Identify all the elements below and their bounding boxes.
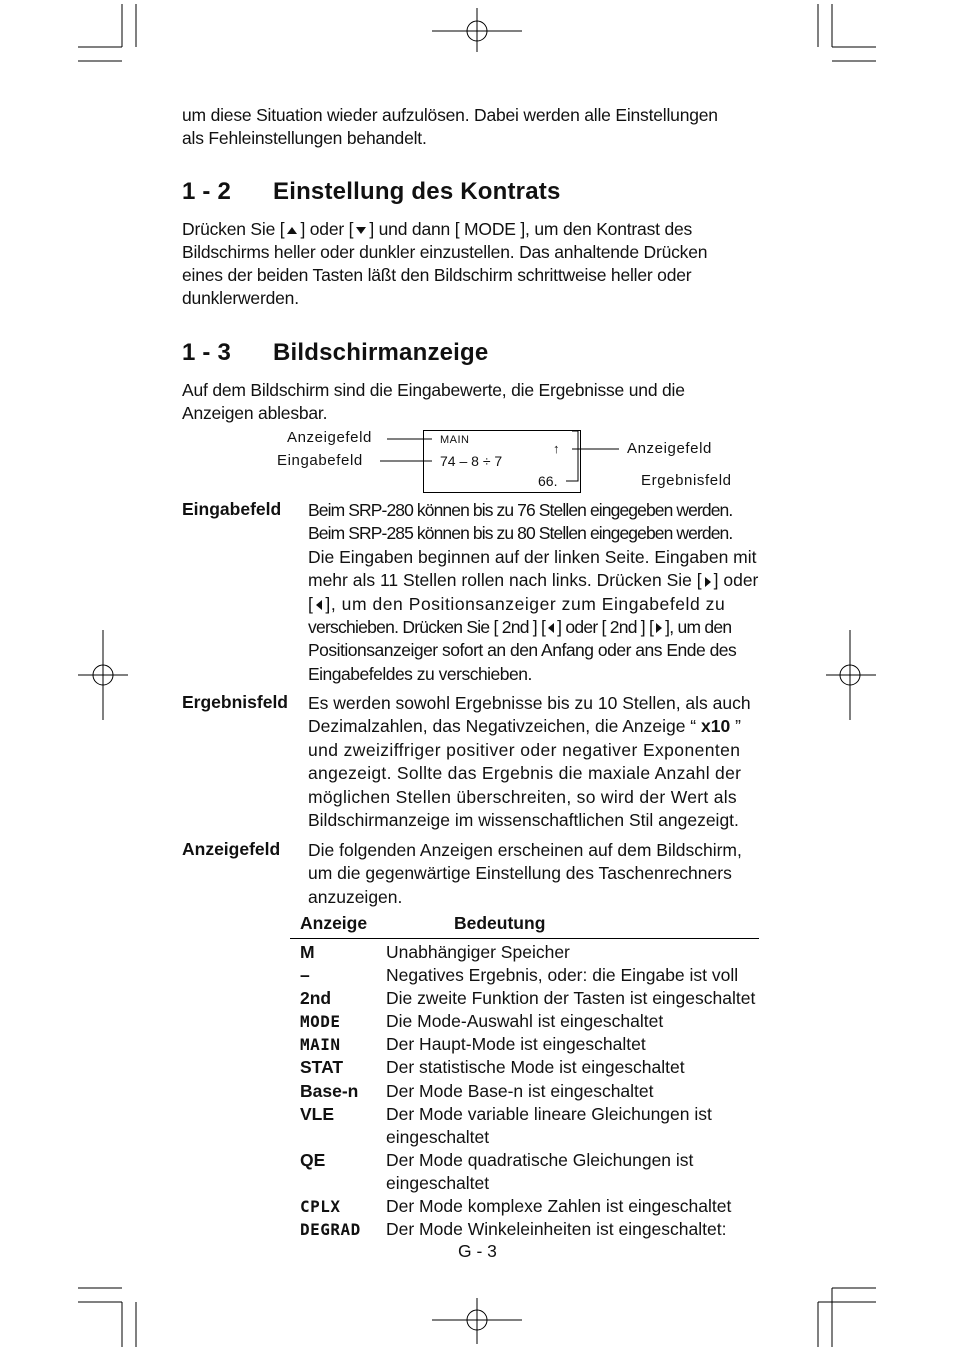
arrow-left-icon	[548, 623, 554, 633]
indicator-meaning: Der Haupt-Mode ist eingeschaltet	[386, 1034, 646, 1055]
section-heading-1-3	[182, 339, 488, 367]
text: x10	[701, 716, 731, 737]
text: dunklerwerden.	[182, 288, 299, 308]
arrow-up-icon	[287, 227, 297, 234]
indicator-key: VLE	[300, 1103, 335, 1124]
arrow-right-icon	[705, 577, 711, 587]
table-header-rule	[290, 938, 759, 939]
table-row	[290, 1056, 770, 1079]
screen-mode-indicator: MAIN	[440, 434, 470, 446]
text: ], um den Positionsanzeiger zum Eingabefeld zu	[325, 593, 726, 614]
indicator-meaning: Der Mode Winkeleinheiten ist eingeschaltet:	[386, 1219, 727, 1240]
text: Beim SRP-280 können bis zu 76 Stellen eingegeben werden.	[308, 500, 733, 520]
label-ergebnisfeld: Ergebnisfeld	[641, 472, 732, 489]
indicator-key: M	[300, 942, 315, 962]
text: Auf dem Bildschirm sind die Eingabewerte, die Ergebnisse und die	[182, 380, 685, 400]
indicator-meaning: Der Mode Base-n ist eingeschaltet	[386, 1080, 654, 1101]
intro-line: als Fehleinstellungen behandelt.	[182, 128, 427, 148]
definition-eingabefeld	[308, 499, 772, 686]
arrow-left-icon	[316, 600, 322, 610]
text: eines der beiden Tasten läßt den Bildschirm schrittweise heller oder	[182, 265, 692, 285]
indicator-key: STAT	[300, 1057, 344, 1078]
cursor-up-icon: ↑	[553, 441, 560, 456]
arrow-right-icon	[656, 623, 662, 633]
table-row	[290, 1103, 770, 1149]
indicator-key: Base-n	[300, 1080, 359, 1101]
indicator-meaning: Die zweite Funktion der Tasten ist eingeschaltet	[386, 988, 756, 1009]
text: angezeigt. Sollte das Ergebnis die maxiale Anzahl der	[308, 763, 742, 784]
indicator-key: 2nd	[300, 988, 332, 1009]
table-row	[290, 1010, 770, 1033]
text: möglichen Stellen überschreiten, so wird der Wert als	[308, 786, 737, 807]
definition-ergebnisfeld	[308, 692, 772, 832]
definition-anzeigefeld	[308, 839, 772, 909]
section-1-3-paragraph	[182, 379, 685, 425]
table-row	[290, 1033, 770, 1056]
table-row	[290, 987, 770, 1010]
indicator-key: MAIN	[300, 1035, 341, 1055]
table-row	[290, 941, 770, 964]
table-header-meaning: Bedeutung	[454, 913, 546, 933]
indicator-meaning: Unabhängiger Speicher	[386, 942, 570, 962]
text: Bildschirmanzeige im wissenschaftlichen Stil angezeigt.	[308, 810, 739, 831]
text: ”	[735, 716, 741, 737]
term-ergebnisfeld: Ergebnisfeld	[182, 692, 288, 712]
section-1-2-paragraph	[182, 218, 707, 310]
text: um die gegenwärtige Einstellung des Taschenrechners	[308, 863, 732, 884]
text: ] oder [ 2nd ] [	[557, 617, 654, 638]
indicator-table	[290, 941, 780, 1241]
text: anzuzeigen.	[308, 886, 403, 907]
screen-result: 66.	[538, 473, 558, 489]
text: Positionsanzeiger sofort an den Anfang oder ans Ende des	[308, 640, 737, 661]
arrow-down-icon	[356, 227, 366, 234]
text: Es werden sowohl Ergebnisse bis zu 10 Stellen, als auch	[308, 693, 751, 713]
text: mehr als 11 Stellen rollen nach links. Drücken Sie [	[308, 570, 702, 591]
table-row	[290, 1195, 770, 1218]
section-number: 1 - 3	[182, 339, 232, 366]
indicator-key: –	[300, 965, 310, 986]
label-anzeigefeld-left: Anzeigefeld	[287, 429, 372, 446]
text: und zweiziffriger positiver oder negativer Exponenten	[308, 739, 741, 760]
text: [	[308, 593, 314, 614]
text: Dezimalzahlen, das Negativzeichen, die Anzeige “	[308, 716, 697, 737]
text: ], um den	[665, 617, 732, 638]
text: ] oder	[713, 570, 759, 591]
text: Die folgenden Anzeigen erscheinen auf dem Bildschirm,	[308, 840, 742, 860]
text: Die Eingaben beginnen auf der linken Seite. Eingaben mit	[308, 546, 757, 567]
text: Anzeigen ablesbar.	[182, 403, 328, 423]
section-title: Einstellung des Kontrats	[273, 178, 561, 205]
indicator-meaning: Der Mode komplexe Zahlen ist eingeschaltet	[386, 1196, 732, 1217]
indicator-key: CPLX	[300, 1197, 341, 1217]
text: ] oder [	[300, 219, 354, 239]
term-anzeigefeld: Anzeigefeld	[182, 839, 281, 859]
label-eingabefeld: Eingabefeld	[277, 452, 363, 469]
section-title: Bildschirmanzeige	[273, 339, 489, 366]
intro-paragraph	[182, 104, 718, 150]
text: Bildschirms heller oder dunkler einzustellen. Das anhaltende Drücken	[182, 242, 708, 262]
text: ] und dann [ MODE ], um den Kontrast des	[369, 219, 693, 239]
table-header-indicator: Anzeige	[300, 913, 368, 933]
table-row	[290, 1149, 770, 1195]
table-row	[290, 964, 770, 987]
indicator-key: DEGRAD	[300, 1220, 361, 1240]
indicator-table-grid	[290, 941, 770, 1241]
section-number: 1 - 2	[182, 178, 232, 205]
indicator-meaning: Negatives Ergebnis, oder: die Eingabe ist voll	[386, 965, 739, 986]
indicator-key: MODE	[300, 1012, 341, 1032]
indicator-meaning: Der statistische Mode ist eingeschaltet	[386, 1057, 685, 1078]
label-anzeigefeld-right: Anzeigefeld	[627, 440, 712, 457]
table-row	[290, 1218, 770, 1241]
term-eingabefeld: Eingabefeld	[182, 499, 282, 519]
text: verschieben. Drücken Sie [ 2nd ] [	[308, 617, 546, 638]
text: Eingabefeldes zu verschieben.	[308, 663, 532, 684]
screen-input: 74 – 8 ÷ 7	[440, 453, 503, 469]
indicator-meaning: Der Mode variable lineare Gleichungen ist eingeschaltet	[386, 1103, 712, 1147]
indicator-meaning: Der Mode quadratische Gleichungen ist eingeschaltet	[386, 1149, 694, 1193]
text: Beim SRP-285 können bis zu 80 Stellen eingegeben werden.	[308, 523, 733, 544]
text: Drücken Sie [	[182, 219, 285, 239]
table-row	[290, 1080, 770, 1103]
indicator-key: QE	[300, 1149, 326, 1170]
indicator-meaning: Die Mode-Auswahl ist eingeschaltet	[386, 1011, 664, 1032]
intro-line: um diese Situation wieder aufzulösen. Dabei werden alle Einstellungen	[182, 105, 718, 125]
section-heading-1-2	[182, 178, 561, 206]
page-number: G - 3	[458, 1241, 497, 1261]
